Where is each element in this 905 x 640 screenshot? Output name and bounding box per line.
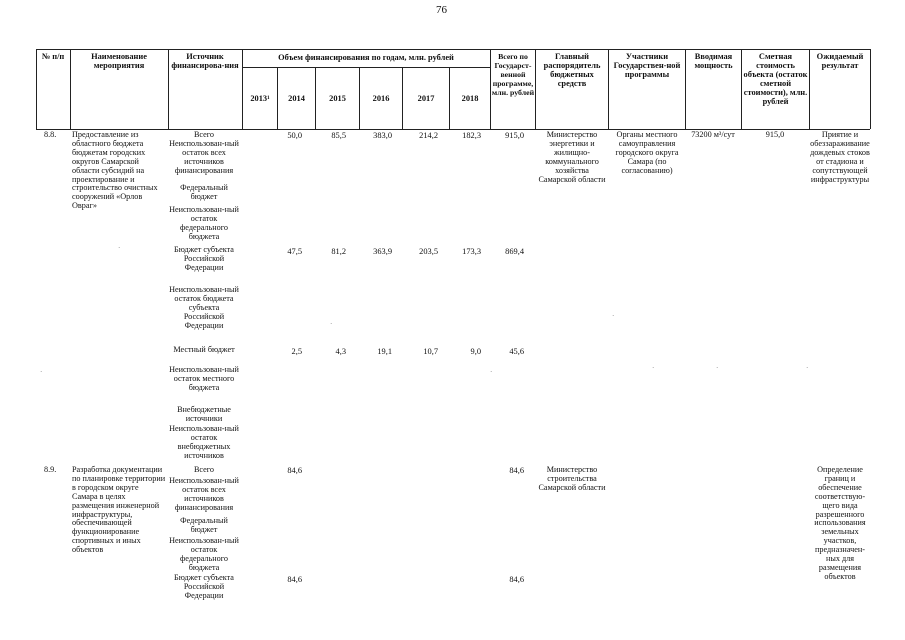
header-year-2015: 2015: [329, 94, 346, 103]
source-label: Неиспользован-ный остаток федерального бюджета: [169, 205, 239, 241]
source-label: Всего: [193, 130, 215, 139]
header-result: Ожидаемый результат: [816, 52, 864, 70]
value-cell: 84,6: [287, 575, 302, 584]
header-year-2016: 2016: [372, 94, 390, 103]
value-cell: 81,2: [331, 247, 346, 256]
row-name: Разработка документации по планировке территории в городском округе Самара в целях размещения инженерной инфраструктуры, обеспечивающей функционирование спортивных и иных объектов: [72, 465, 166, 555]
source-label: Всего: [193, 465, 215, 474]
value-cell: 50,0: [287, 131, 302, 140]
header-year-2014: 2014: [288, 94, 305, 103]
value-cell: 19,1: [377, 347, 392, 356]
row-result: Определение границ и обеспечение соответствую-щего вида разрешенного использования земельных участков, предназначен-ных для размещения объектов: [814, 465, 866, 581]
source-label: Неиспользован-ный остаток всех источников финансирования: [169, 476, 239, 512]
value-cell: 2,5: [291, 347, 302, 356]
header-cost: Сметная стоимость объекта (остаток сметной стоимости), млн. рублей: [743, 52, 808, 106]
total-cell: 915,0: [505, 131, 524, 140]
source-label: Внебюджетные источники: [177, 405, 231, 423]
source-label: Бюджет субъекта Российской Федерации: [174, 245, 234, 272]
value-cell: 182,3: [462, 131, 481, 140]
value-cell: 84,6: [287, 466, 302, 475]
row-name: Предоставление из областного бюджета бюджетам городских округов Самарской области субсидий на проектирование и строительство очистных сооружений «Орлов Овраг»: [72, 130, 158, 211]
value-cell: 10,7: [423, 347, 438, 356]
header-name: Наименование мероприятия: [91, 52, 147, 70]
value-cell: 203,5: [419, 247, 438, 256]
source-label: Неиспользован-ный остаток местного бюджета: [169, 365, 239, 392]
row-capacity: 73200 м³/сут: [691, 130, 735, 139]
value-cell: 173,3: [462, 247, 481, 256]
source-label: Местный бюджет: [173, 345, 235, 354]
row-result: Приятие и обеззараживание дождевых стоков от стадиона и сопутствующей инфраструктуры: [810, 130, 870, 184]
source-label: Неиспользован-ный остаток внебюджетных источников: [169, 424, 239, 460]
source-label: Бюджет субъекта Российской Федерации: [174, 573, 234, 600]
value-cell: 214,2: [419, 131, 438, 140]
source-label: Федеральный бюджет: [180, 183, 228, 201]
source-label: Неиспользован-ный остаток бюджета субъекта Российской Федерации: [169, 285, 239, 330]
source-label: Неиспользован-ный остаток всех источников финансирования: [169, 139, 239, 175]
value-cell: 363,9: [373, 247, 392, 256]
row-num: 8.9.: [44, 465, 57, 474]
header-year-2018: 2018: [461, 94, 479, 103]
header-capacity: Вводимая мощность: [694, 52, 733, 70]
value-cell: 47,5: [287, 247, 302, 256]
header-volume-group: Объем финансирования по годам, млн. рублей: [278, 53, 454, 62]
value-cell: 85,5: [331, 131, 346, 140]
value-cell: 383,0: [373, 131, 392, 140]
header-year-2017: 2017: [417, 94, 435, 103]
total-cell: 869,4: [505, 247, 524, 256]
source-label: Федеральный бюджет: [180, 516, 228, 534]
value-cell: 4,3: [335, 347, 346, 356]
value-cell: 9,0: [470, 347, 481, 356]
header-manager: Главный распорядитель бюджетных средств: [543, 52, 601, 88]
row-num: 8.8.: [44, 130, 57, 139]
header-total: Всего по Государст-венной программе, млн. рублей: [491, 52, 535, 97]
page-number: 76: [436, 4, 447, 16]
source-label: Неиспользован-ный остаток федерального бюджета: [169, 536, 239, 572]
row-participants: Органы местного самоуправления городского округа Самара (по согласованию): [615, 130, 679, 175]
total-cell: 45,6: [509, 347, 524, 356]
row-cost: 915,0: [765, 130, 785, 139]
row-manager: Министерство строительства Самарской области: [538, 465, 606, 492]
header-participants: Участники Государствен-ной программы: [613, 52, 681, 79]
row-manager: Министерство энергетики и жилищно-коммунального хозяйства Самарской области: [538, 130, 606, 184]
total-cell: 84,6: [509, 575, 524, 584]
total-cell: 84,6: [509, 466, 524, 475]
header-num: № п/п: [41, 52, 65, 61]
header-year-2013: 2013¹: [250, 94, 270, 103]
header-source: Источник финансирова-ния: [171, 52, 239, 70]
